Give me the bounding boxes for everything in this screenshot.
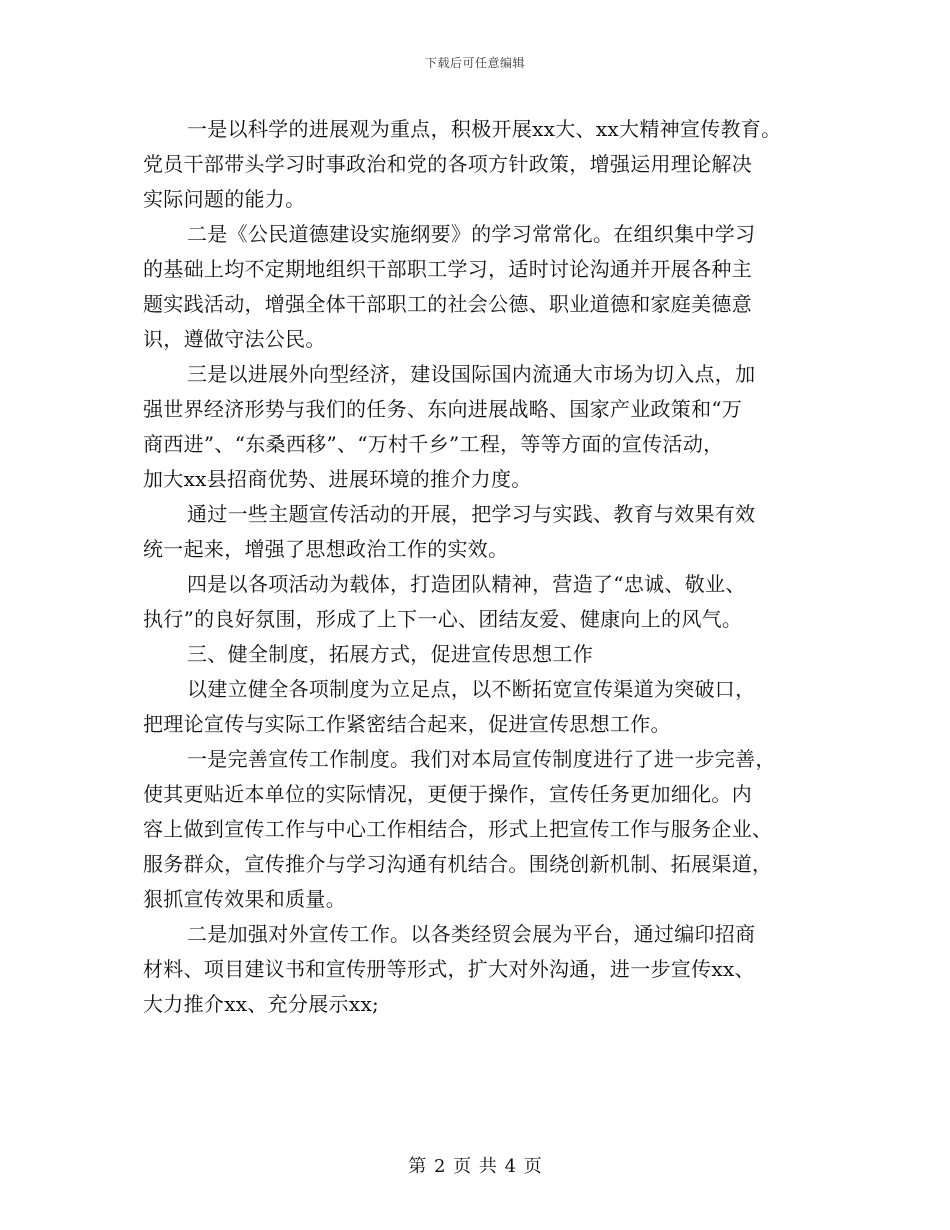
text-line: 题实践活动，增强全体干部职工的社会公德、职业道德和家庭美德意: [143, 292, 752, 316]
page-number: 第 2 页 共 4 页: [408, 1156, 542, 1177]
text-line: 三是以进展外向型经济，建设国际国内流通大市场为切入点，加: [187, 362, 756, 386]
text-line: 使其更贴近本单位的实际情况，更便于操作，宣传任务更加细化。内: [143, 782, 752, 806]
text-line: 商西进”、“东桑西移”、“万村千乡”工程，等等方面的宣传活动，: [143, 432, 724, 456]
text-line: 实际问题的能力。: [143, 187, 306, 211]
text-line: 四是以各项活动为载体，打造团队精神，营造了“忠诚、敬业、: [187, 572, 746, 596]
text-line: 大力推介xx、充分展示xx;: [143, 992, 380, 1016]
text-line: 党员干部带头学习时事政治和党的各项方针政策，增强运用理论解决: [143, 152, 752, 176]
text-line: 识，遵做守法公民。: [143, 327, 326, 351]
text-line: 通过一些主题宣传活动的开展，把学习与实践、教育与效果有效: [187, 502, 756, 526]
text-line: 容上做到宣传工作与中心工作相结合，形式上把宣传工作与服务企业、: [143, 817, 773, 841]
text-line: 加大xx县招商优势、进展环境的推介力度。: [143, 467, 532, 491]
text-line: 强世界经济形势与我们的任务、东向进展战略、国家产业政策和“万: [143, 397, 743, 421]
text-line: 二是《公民道德建设实施纲要》的学习常常化。在组织集中学习: [187, 222, 756, 246]
text-line: 服务群众，宣传推介与学习沟通有机结合。围绕创新机制、拓展渠道，: [143, 852, 773, 876]
text-line: 一是以科学的进展观为重点，积极开展xx大、xx大精神宣传教育。: [187, 117, 782, 141]
text-line: 以建立健全各项制度为立足点，以不断拓宽宣传渠道为突破口，: [187, 677, 756, 701]
document-body: [143, 112, 813, 1022]
text-line: 执行”的良好氛围，形成了上下一心、团结友爱、健康向上的风气。: [143, 607, 743, 631]
text-line: 统一起来，增强了思想政治工作的实效。: [143, 537, 509, 561]
text-line: 狠抓宣传效果和质量。: [143, 887, 346, 911]
text-line: 二是加强对外宣传工作。以各类经贸会展为平台，通过编印招商: [187, 922, 756, 946]
section-heading: 三、健全制度，拓展方式，促进宣传思想工作: [187, 642, 593, 666]
text-line: 的基础上均不定期地组织干部职工学习，适时讨论沟通并开展各种主: [143, 257, 752, 281]
text-line: 材料、项目建议书和宣传册等形式，扩大对外沟通，进一步宣传xx、: [143, 957, 755, 981]
text-line: 一是完善宣传工作制度。我们对本局宣传制度进行了进一步完善，: [187, 747, 776, 771]
page-header: 下载后可任意编辑: [424, 56, 525, 70]
text-line: 把理论宣传与实际工作紧密结合起来，促进宣传思想工作。: [143, 712, 671, 736]
